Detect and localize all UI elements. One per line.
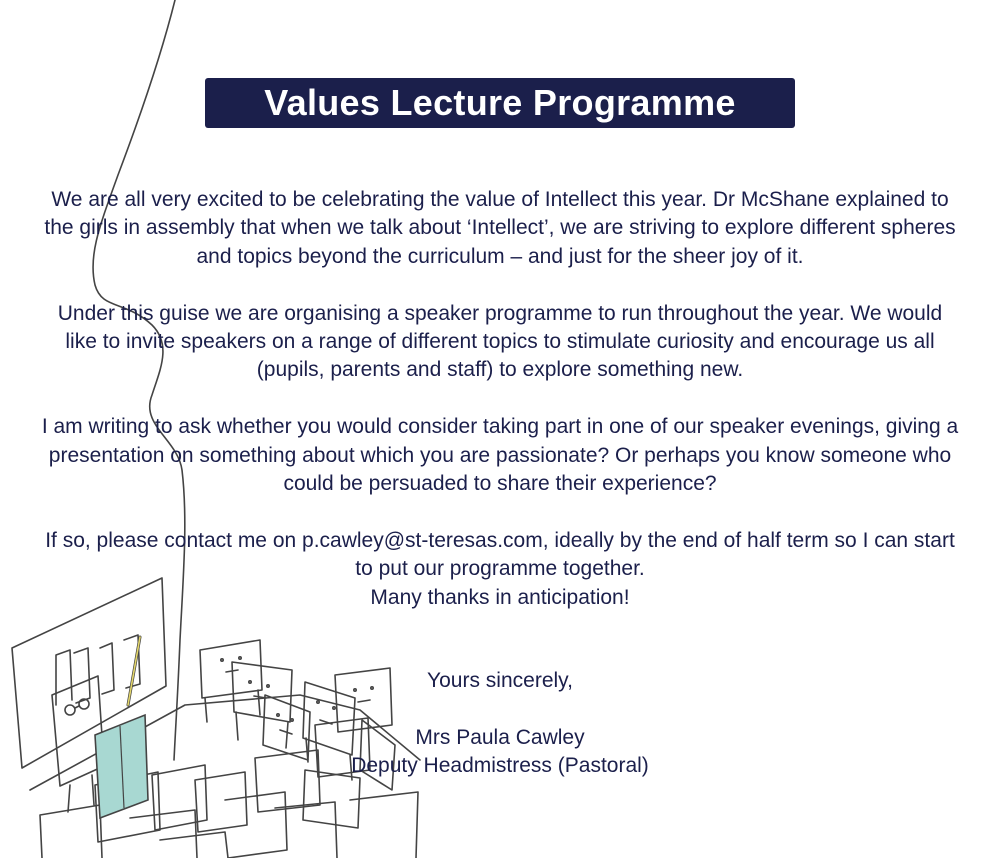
paragraph-programme: Under this guise we are organising a speaker programme to run throughout the year. We would like to invite speakers on a range of different topics to stimulate curiosity and encourage us all (pupils, parents and staff) to explore something new. bbox=[57, 301, 943, 382]
paragraph-intro: We are all very excited to be celebrating the value of Intellect this year. Dr McShane explained to the girls in assembly that when we talk about ‘Intellect’, we are striving to explore different spheres and topics beyond the curriculum – and just for the sheer joy of it. bbox=[44, 188, 956, 268]
signatory-name: Mrs Paula Cawley bbox=[415, 725, 585, 749]
paragraph-invitation: I am writing to ask whether you would consider taking part in one of our speaker evenings, giving a presentation on something about which you are passionate? Or perhaps you know someone who could be persuaded to share their experience? bbox=[41, 415, 959, 496]
paragraph-thanks: Many thanks in anticipation! bbox=[370, 585, 630, 609]
page-title: Values Lecture Programme bbox=[264, 82, 736, 123]
signatory-title: Deputy Headmistress (Pastoral) bbox=[351, 754, 649, 778]
title-banner bbox=[205, 78, 795, 128]
paragraph-contact: If so, please contact me on p.cawley@st-teresas.com, ideally by the end of half term so I can start to put our programme together. bbox=[45, 528, 955, 581]
signature-block bbox=[250, 667, 750, 781]
closing-salutation: Yours sincerely, bbox=[427, 669, 573, 692]
letter-body bbox=[40, 186, 960, 612]
